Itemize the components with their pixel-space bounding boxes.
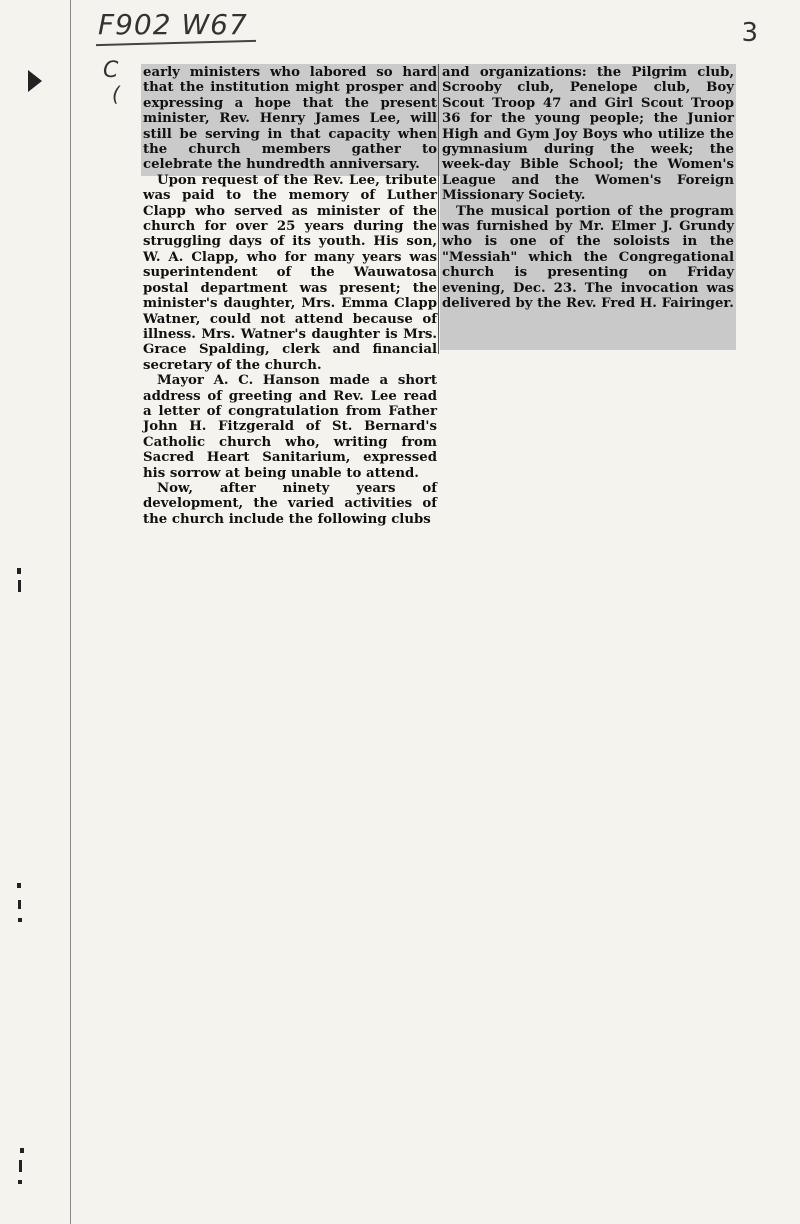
margin-dot-mark [18,900,21,909]
page-edge-line [70,0,71,1224]
paragraph: and organizations: the Pilgrim club, Scrooby club, Penelope club, Boy Scout Troop 47 and Girl Scout Troop 36 for the young people; the Junior High and Gym Joy Boys who utilize the gymnasium during the week; the week-day Bible School; the Women's League and the Women's Foreign Missionary Society. [442,65,734,204]
margin-dot-mark [20,1148,24,1153]
column-rule [438,64,439,354]
margin-dot-mark [19,1160,22,1172]
paragraph: Mayor A. C. Hanson made a short address of greeting and Rev. Lee read a letter of congratulation from Father John H. Fitzgerald of St. Bernard's Catholic church who, writing from Sacred Heart Sanitarium, expressed his sorrow at being unable to attend. [143,373,437,481]
margin-dot-mark [17,568,21,574]
paragraph: early ministers who labored so hard that the institution might prosper and expressing a hope that the present minister, Rev. Henry James Lee, will still be serving in that capacity when the church members gather to celebrate the hundredth anniversary. [143,65,437,173]
column-mark-secondary: ( [112,82,120,106]
clipping-column-2 [442,65,734,312]
margin-dot-mark [18,1180,22,1184]
paragraph: Now, after ninety years of development, the varied activities of the church include the following clubs [143,480,437,527]
margin-arrow-mark [28,70,42,92]
clipping-column-1 [143,65,437,527]
column-mark: C [103,58,119,83]
paragraph: Upon request of the Rev. Lee, tribute was paid to the memory of Luther Clapp who served as minister of the church for over 25 years during the struggling days of its youth. His son, W. A. Clapp, who for many years was superintendent of the Wauwatosa postal department was present; the minister's daughter, Mrs. Emma Clapp Watner, could not attend because of illness. Mrs. Watner's daughter is Mrs. Grace Spalding, clerk and financial secretary of the church. [143,172,437,373]
catalog-number: F902 W67 [98,8,248,41]
margin-dot-mark [18,918,22,922]
page-number: 3 [741,18,758,48]
paragraph: The musical portion of the program was furnished by Mr. Elmer J. Grundy who is one of the soloists in the "Messiah" which the Congregational church is presenting on Friday evening, Dec. 23. The invocation was delivered by the Rev. Fred H. Fairinger. [442,203,734,312]
margin-dot-mark [17,883,21,888]
margin-dot-mark [18,580,21,592]
